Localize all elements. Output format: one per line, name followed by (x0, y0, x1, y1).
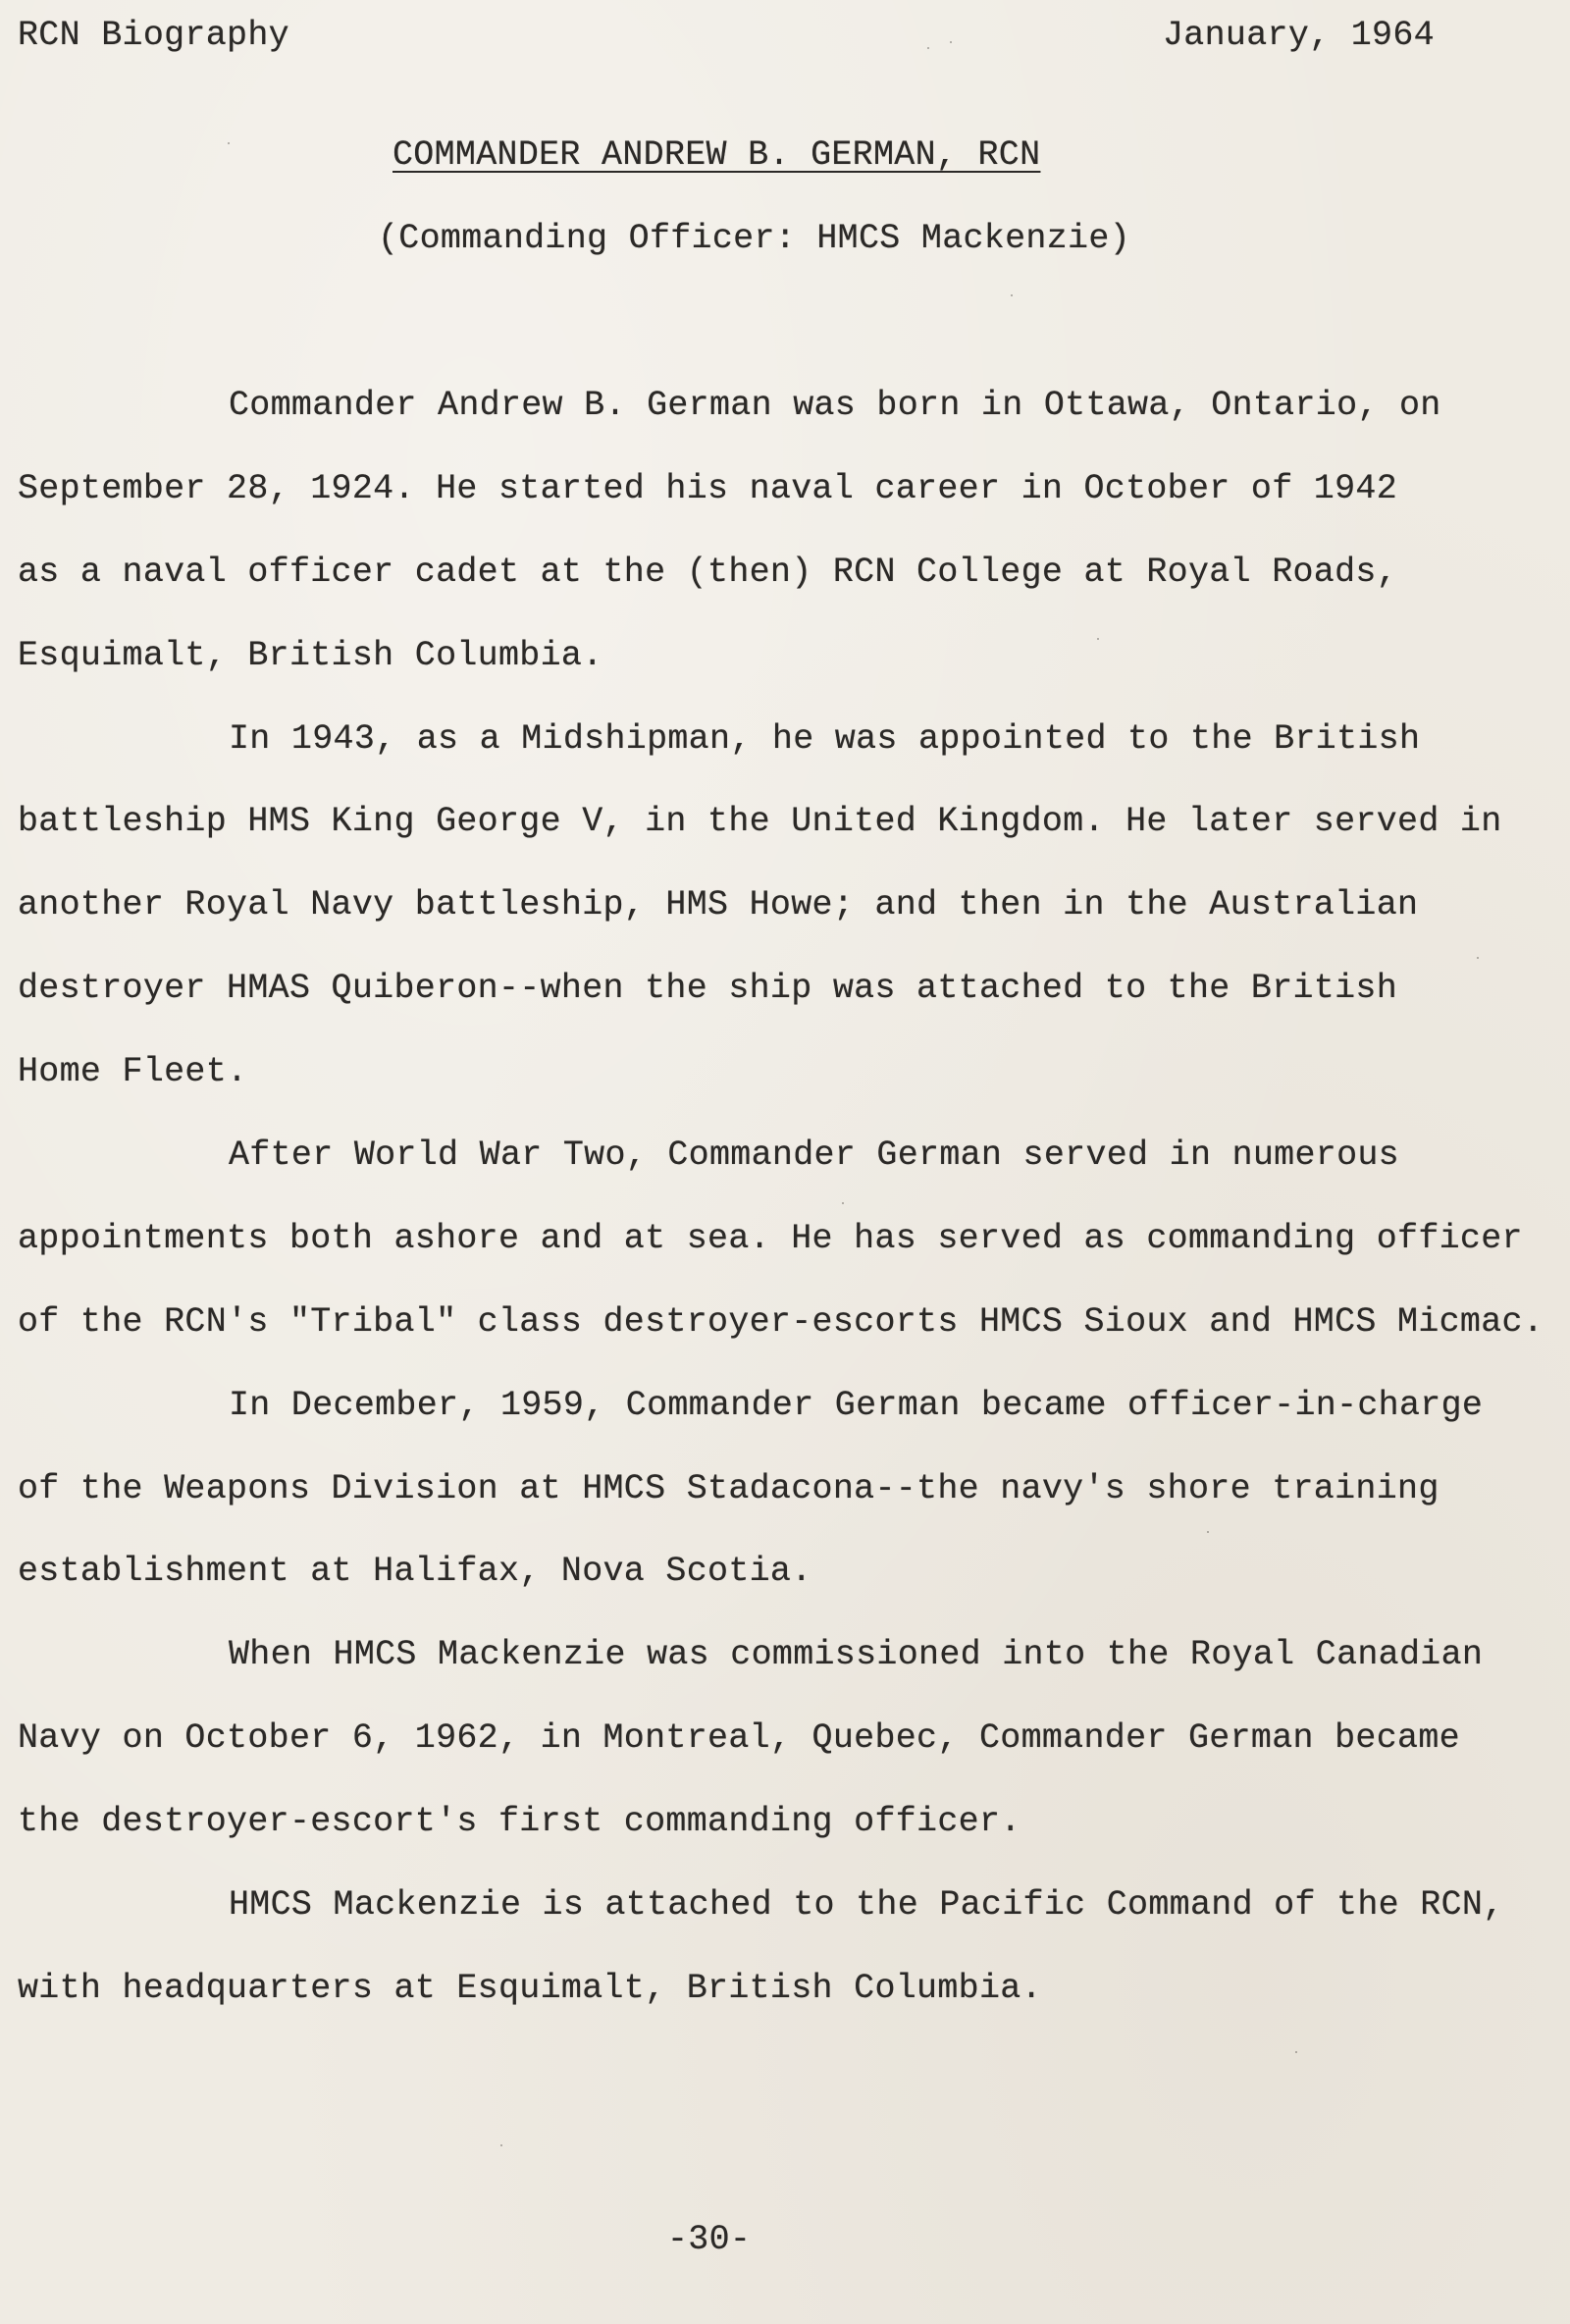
paper-speck (842, 1202, 844, 1204)
body-line: When HMCS Mackenzie was commissioned into the Royal Canadian (229, 1635, 1484, 1675)
header-date: January, 1964 (1163, 16, 1435, 55)
body-line: After World War Two, Commander German served in numerous (229, 1136, 1399, 1176)
body-line: Commander Andrew B. German was born in Ottawa, Ontario, on (229, 386, 1441, 425)
paper-speck (500, 2144, 502, 2146)
body-line: destroyer HMAS Quiberon--when the ship was attached to the British (18, 969, 1398, 1009)
body-line: In 1943, as a Midshipman, he was appointed to the British (229, 718, 1421, 759)
body-line: Home Fleet. (18, 1052, 248, 1092)
paper-speck (1295, 2051, 1297, 2053)
body-line: the destroyer-escort's first commanding officer. (18, 1802, 1021, 1842)
body-line: appointments both ashore and at sea. He has served as commanding officer (18, 1218, 1523, 1258)
body-line: another Royal Navy battleship, HMS Howe; and then in the Australian (18, 885, 1419, 925)
paper-speck (927, 47, 929, 49)
body-line: Navy on October 6, 1962, in Montreal, Quebec, Commander German became (18, 1718, 1460, 1759)
body-line: HMCS Mackenzie is attached to the Pacific Command of the RCN, (229, 1885, 1504, 1926)
body-line: Esquimalt, British Columbia. (18, 635, 603, 675)
body-line: as a naval officer cadet at the (then) RCN College at Royal Roads, (18, 552, 1398, 592)
page-subtitle: (Commanding Officer: HMCS Mackenzie) (378, 219, 1130, 258)
body-line: September 28, 1924. He started his naval career in October of 1942 (18, 468, 1398, 508)
paper-speck (950, 41, 952, 43)
paper-speck (228, 142, 230, 144)
body-line: establishment at Halifax, Nova Scotia. (18, 1552, 812, 1592)
body-line: In December, 1959, Commander German became officer-in-charge (229, 1385, 1484, 1425)
body-line: of the RCN's "Tribal" class destroyer-escorts HMCS Sioux and HMCS Micmac. (18, 1301, 1544, 1342)
biography-body (18, 373, 1548, 2039)
page-number: -30- (667, 2220, 752, 2259)
paper-speck (1207, 1531, 1209, 1533)
page-title: COMMANDER ANDREW B. GERMAN, RCN (392, 135, 1041, 175)
body-line: with headquarters at Esquimalt, British Columbia. (18, 1968, 1042, 2008)
paper-speck (1097, 638, 1099, 640)
header-document-type: RCN Biography (18, 16, 289, 55)
body-line: of the Weapons Division at HMCS Stadacona--the navy's shore training (18, 1468, 1439, 1508)
body-line: battleship HMS King George V, in the United Kingdom. He later served in (18, 802, 1502, 842)
paper-speck (1011, 294, 1013, 296)
paper-speck (1477, 957, 1479, 959)
